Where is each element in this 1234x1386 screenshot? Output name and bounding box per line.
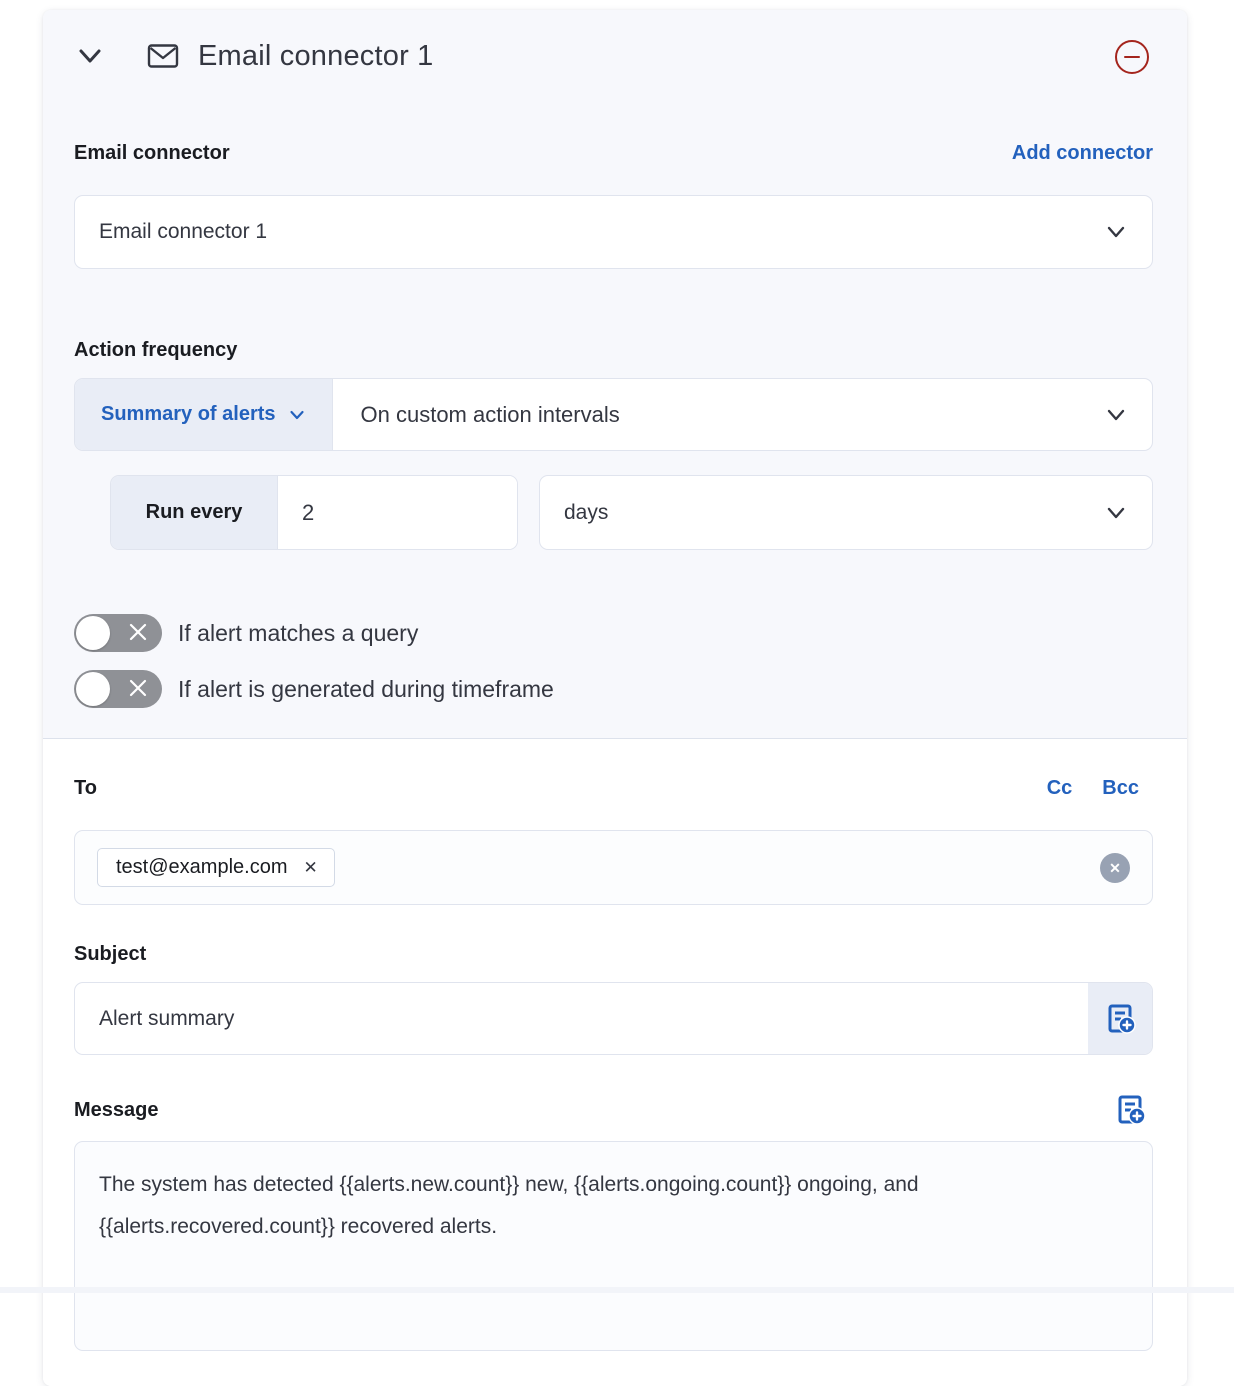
- add-connector-button[interactable]: Add connector: [1012, 142, 1153, 165]
- action-frequency-control: [74, 378, 1153, 451]
- bcc-button[interactable]: Bcc: [1102, 777, 1139, 800]
- collapse-accordion-button[interactable]: [74, 40, 106, 72]
- chevron-down-icon: [74, 40, 106, 72]
- to-recipients-combobox[interactable]: [74, 830, 1153, 905]
- action-header: [74, 32, 1153, 80]
- add-variable-icon: [1113, 1093, 1147, 1127]
- clear-recipients-button[interactable]: ✕: [1100, 853, 1130, 883]
- chevron-down-icon: [1104, 403, 1128, 427]
- summary-of-alerts-button[interactable]: [101, 403, 306, 426]
- toggle-thumb: [76, 672, 110, 706]
- if-alert-generated-during-timeframe-toggle[interactable]: [74, 670, 162, 708]
- run-every-row: [110, 475, 1153, 550]
- recipient-email: test@example.com: [116, 856, 287, 879]
- run-every-label: Run every: [111, 476, 278, 549]
- chevron-down-icon: [1104, 220, 1128, 244]
- email-action-panel: [43, 10, 1187, 1386]
- recipient-pill: [97, 848, 335, 887]
- toggle-off-x-icon: [127, 621, 149, 643]
- notify-when-prepend: [75, 379, 333, 450]
- message-add-variable-button[interactable]: [1113, 1093, 1147, 1127]
- interval-type-value: On custom action intervals: [333, 402, 1104, 428]
- minus-circle-icon: [1124, 56, 1140, 59]
- toggle-label-timeframe: If alert is generated during timeframe: [178, 676, 554, 703]
- message-label: Message: [74, 1099, 159, 1122]
- connector-label: Email connector: [74, 142, 230, 165]
- subject-label: Subject: [74, 943, 146, 965]
- alert-filter-toggles: [74, 614, 1153, 708]
- remove-recipient-button[interactable]: ✕: [301, 859, 319, 876]
- toggle-row-query: [74, 614, 1153, 652]
- toggle-row-timeframe: [74, 670, 1153, 708]
- summary-of-alerts-label: Summary of alerts: [101, 403, 276, 426]
- connector-select-value: Email connector 1: [75, 220, 1104, 244]
- toggle-thumb: [76, 616, 110, 650]
- action-frequency-label: Action frequency: [74, 339, 237, 361]
- connector-select[interactable]: [74, 195, 1153, 269]
- action-title: Email connector 1: [198, 40, 434, 73]
- run-every-value-input[interactable]: [278, 476, 517, 549]
- remove-action-button[interactable]: [1115, 40, 1149, 74]
- message-textarea[interactable]: [74, 1141, 1153, 1351]
- subject-field: [74, 982, 1153, 1055]
- interval-unit-value: days: [540, 501, 1104, 525]
- to-label: To: [74, 777, 97, 800]
- interval-unit-select[interactable]: [539, 475, 1153, 550]
- toggle-off-x-icon: [127, 677, 149, 699]
- page-bottom-strip: [0, 1287, 1234, 1293]
- chevron-down-icon: [1104, 501, 1128, 525]
- add-variable-icon: [1103, 1002, 1137, 1036]
- action-config-section: [43, 10, 1187, 738]
- run-every-group: [110, 475, 518, 550]
- subject-add-variable-button[interactable]: [1088, 983, 1152, 1054]
- chevron-down-icon: [288, 406, 306, 424]
- cc-button[interactable]: Cc: [1047, 777, 1073, 800]
- email-icon: [145, 38, 181, 74]
- toggle-label-query: If alert matches a query: [178, 620, 418, 647]
- interval-type-select[interactable]: [333, 379, 1152, 450]
- if-alert-matches-query-toggle[interactable]: [74, 614, 162, 652]
- subject-input[interactable]: [75, 983, 1088, 1054]
